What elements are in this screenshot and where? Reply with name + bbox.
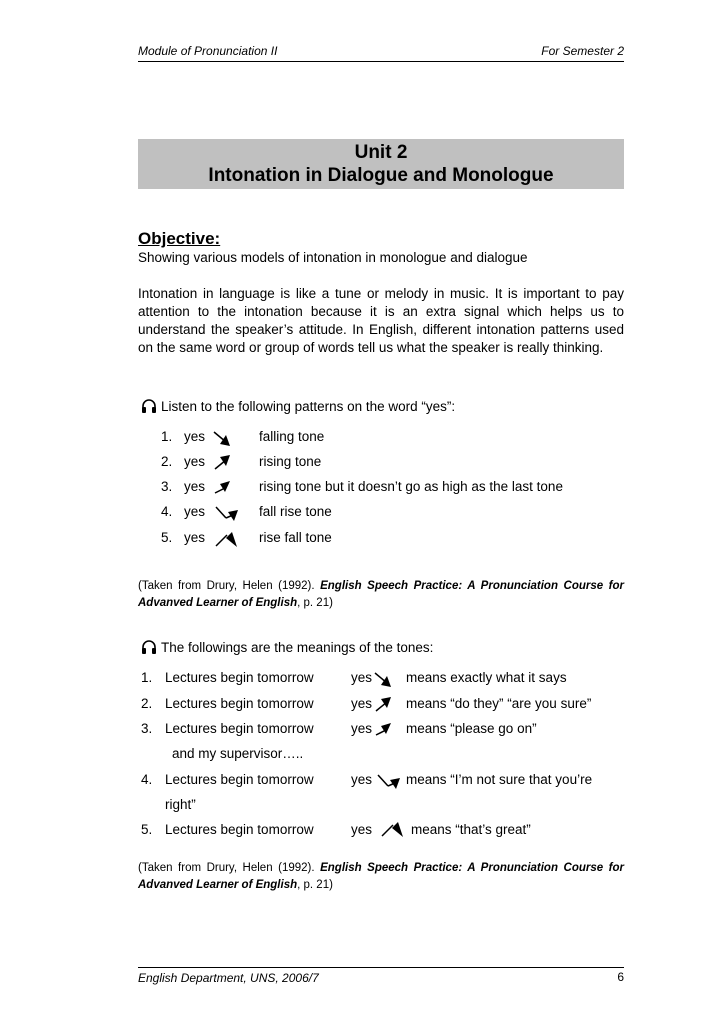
list-item-number: 2. [161, 454, 173, 469]
list-item-sentence: Lectures begin tomorrow [165, 721, 314, 736]
unit-title-box [138, 139, 624, 189]
list-item-word: yes [351, 822, 373, 837]
list-item-number: 2. [141, 696, 153, 711]
list-item-description: rising tone [259, 454, 322, 469]
listen-instruction: Listen to the following patterns on the word “yes”: [161, 399, 456, 414]
list-item-word: yes [184, 454, 206, 469]
low-rising-tone-icon [373, 721, 393, 739]
list-item-continuation: and my supervisor….. [172, 746, 304, 761]
list-item-meaning: means “do they” “are you sure” [406, 696, 592, 711]
intro-paragraph: Intonation in language is like a tune or melody in music. It is important to pay attention to the intonation because it is an extra signal which helps us to understand the speaker’s attitude. In English, different intonation patterns used on the same word or group of words tell us what the speaker is really thinking. [138, 286, 624, 355]
list-item-sentence: Lectures begin tomorrow [165, 822, 314, 837]
list-item-number: 1. [161, 429, 173, 444]
citation-book-title: English Speech Practice: A Pronunciation Course for Advanved Learner of English [138, 580, 624, 609]
list-item-word: yes [351, 721, 373, 736]
list-item-sentence: Lectures begin tomorrow [165, 696, 314, 711]
citation-suffix: , p. 21) [297, 879, 333, 891]
citation-2 [138, 860, 624, 894]
unit-number: Unit 2 [354, 142, 408, 163]
list-item-meaning: means “that’s great” [411, 822, 531, 837]
list-item-description: rising tone but it doesn’t go as high as the last tone [259, 479, 563, 494]
meanings-instruction: The followings are the meanings of the tones: [161, 640, 434, 655]
footer-department: English Department, UNS, 2006/7 [138, 971, 319, 985]
list-item-word: yes [351, 696, 373, 711]
list-item-number: 1. [141, 670, 153, 685]
list-item-number: 4. [141, 772, 153, 787]
list-item-sentence: Lectures begin tomorrow [165, 772, 314, 787]
list-item-word: yes [184, 479, 206, 494]
page-number: 6 [617, 970, 624, 984]
falling-tone-icon [373, 670, 393, 688]
citation-book-title: English Speech Practice: A Pronunciation Course for Advanved Learner of English [138, 862, 624, 891]
fall-rise-tone-icon [214, 504, 240, 526]
citation-1 [138, 578, 624, 612]
unit-title: Intonation in Dialogue and Monologue [208, 165, 554, 186]
list-item-number: 4. [161, 504, 173, 519]
list-item-continuation: right” [165, 797, 196, 812]
list-item-number: 5. [161, 530, 173, 545]
list-item-word: yes [184, 504, 206, 519]
headphones-icon [141, 639, 157, 655]
list-item-meaning: means “I’m not sure that you’re [406, 772, 593, 787]
list-item-number: 3. [141, 721, 153, 736]
citation-suffix: , p. 21) [297, 597, 333, 609]
list-item-word: yes [184, 429, 206, 444]
citation-prefix: (Taken from Drury, Helen (1992). [138, 580, 321, 592]
rising-tone-icon [373, 696, 393, 714]
list-item-word: yes [351, 772, 373, 787]
running-header-semester: For Semester 2 [541, 44, 624, 58]
rising-tone-icon [212, 454, 232, 472]
citation-prefix: (Taken from Drury, Helen (1992). [138, 862, 321, 874]
falling-tone-icon [212, 429, 232, 447]
rise-fall-tone-icon [380, 820, 406, 840]
list-item-meaning: means exactly what it says [406, 670, 567, 685]
list-item-sentence: Lectures begin tomorrow [165, 670, 314, 685]
running-header-title: Module of Pronunciation II [138, 44, 278, 58]
headphones-icon [141, 398, 157, 414]
objective-heading: Objective: [138, 229, 221, 248]
list-item-word: yes [351, 670, 373, 685]
list-item-description: rise fall tone [259, 530, 332, 545]
list-item-meaning: means “please go on” [406, 721, 537, 736]
rise-fall-tone-icon [214, 530, 240, 550]
fall-rise-tone-icon [376, 772, 402, 794]
list-item-number: 5. [141, 822, 153, 837]
list-item-number: 3. [161, 479, 173, 494]
header-rule [138, 61, 624, 62]
footer-rule [138, 967, 624, 968]
list-item-description: falling tone [259, 429, 325, 444]
list-item-word: yes [184, 530, 206, 545]
low-rising-tone-icon [212, 479, 232, 497]
list-item-description: fall rise tone [259, 504, 332, 519]
objective-text: Showing various models of intonation in monologue and dialogue [138, 250, 528, 265]
